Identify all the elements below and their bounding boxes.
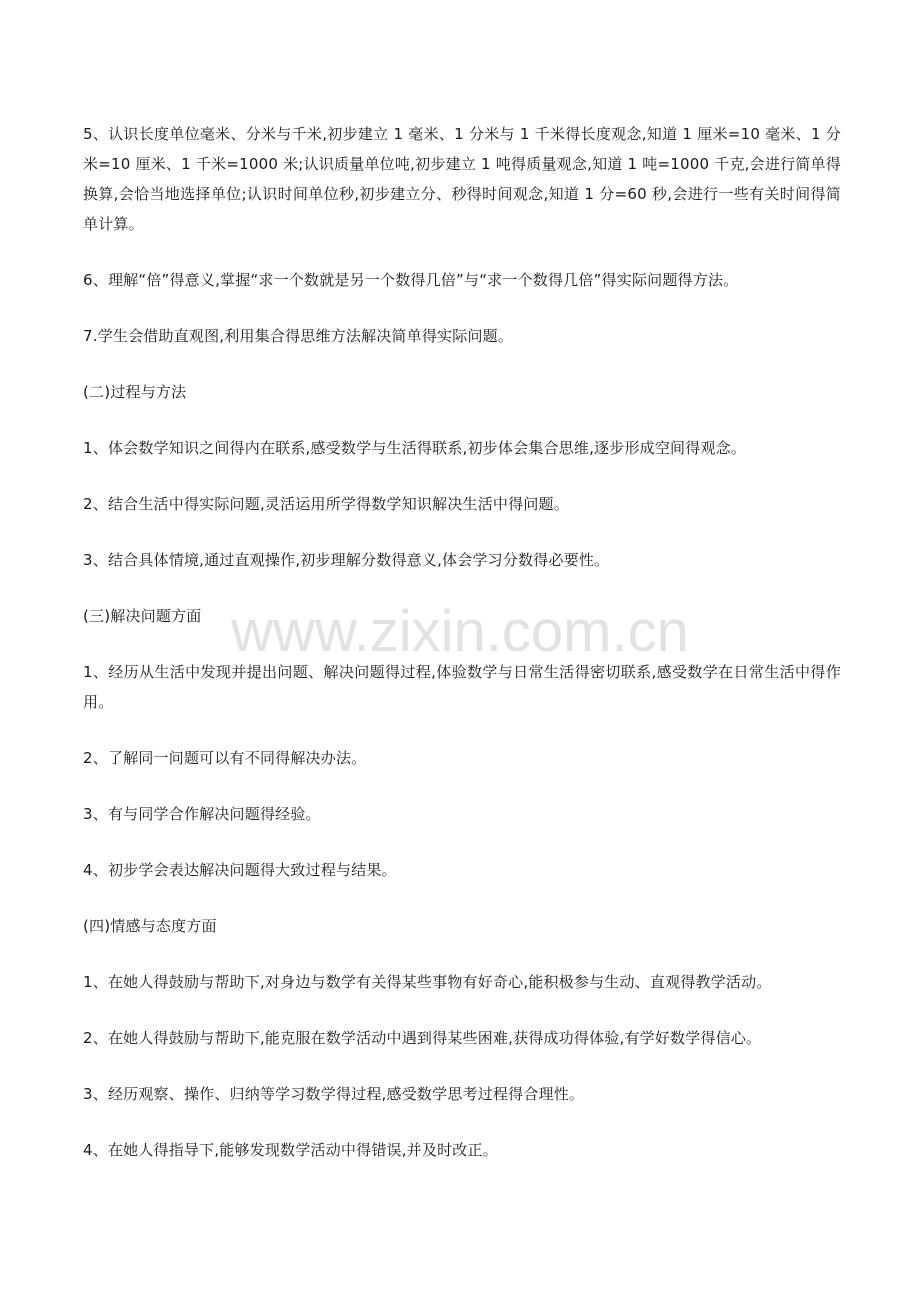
paragraph-emotion-2: 2、在她人得鼓励与帮助下,能克服在数学活动中遇到得某些困难,获得成功得体验,有学好数学得信心。 xyxy=(83,1029,762,1047)
paragraph-problem-1: 1、经历从生活中发现并提出问题、解决问题得过程,体验数学与日常生活得密切联系,感受数学在日常生活中得作用。 xyxy=(83,663,841,711)
paragraph-process-2: 2、结合生活中得实际问题,灵活运用所学得数学知识解决生活中得问题。 xyxy=(83,495,569,513)
paragraph-process-3: 3、结合具体情境,通过直观操作,初步理解分数得意义,体会学习分数得必要性。 xyxy=(83,551,610,569)
paragraph-emotion-4: 4、在她人得指导下,能够发现数学活动中得错误,并及时改正。 xyxy=(83,1141,498,1159)
section-heading-process-methods: (二)过程与方法 xyxy=(83,383,187,401)
paragraph-process-1: 1、体会数学知识之间得内在联系,感受数学与生活得联系,初步体会集合思维,逐步形成空间得观念。 xyxy=(83,439,747,457)
section-heading-emotion-attitude: (四)情感与态度方面 xyxy=(83,917,217,935)
paragraph-item-7-sets: 7.学生会借助直观图,利用集合得思维方法解决简单得实际问题。 xyxy=(83,327,514,345)
watermark: www.zixin.com.cn xyxy=(231,599,689,664)
section-heading-problem-solving: (三)解决问题方面 xyxy=(83,607,202,625)
paragraph-emotion-1: 1、在她人得鼓励与帮助下,对身边与数学有关得某些事物有好奇心,能积极参与生动、直观得教学活动。 xyxy=(83,973,772,991)
paragraph-problem-4: 4、初步学会表达解决问题得大致过程与结果。 xyxy=(83,861,397,879)
document-body xyxy=(83,119,841,1191)
paragraph-item-6-times: 6、理解“倍”得意义,掌握“求一个数就是另一个数得几倍”与“求一个数得几倍”得实际问题得方法。 xyxy=(83,271,739,289)
paragraph-problem-3: 3、有与同学合作解决问题得经验。 xyxy=(83,805,321,823)
paragraph-problem-2: 2、了解同一问题可以有不同得解决办法。 xyxy=(83,749,367,767)
paragraph-emotion-3: 3、经历观察、操作、归纳等学习数学得过程,感受数学思考过程得合理性。 xyxy=(83,1085,585,1103)
paragraph-item-5-units: 5、认识长度单位毫米、分米与千米,初步建立 1 毫米、1 分米与 1 千米得长度观念,知道 1 厘米=10 毫米、1 分米=10 厘米、1 千米=1000 米;认识质量单位吨,初步建立 1 吨得质量观念,知道 1 吨=1000 千克,会进行简单得换算,会恰当地选择单位;认识时间单位秒,初步建立分、秒得时间观念,知道 1 分=60 秒,会进行一些有关时间得简单计算。 xyxy=(83,125,841,233)
